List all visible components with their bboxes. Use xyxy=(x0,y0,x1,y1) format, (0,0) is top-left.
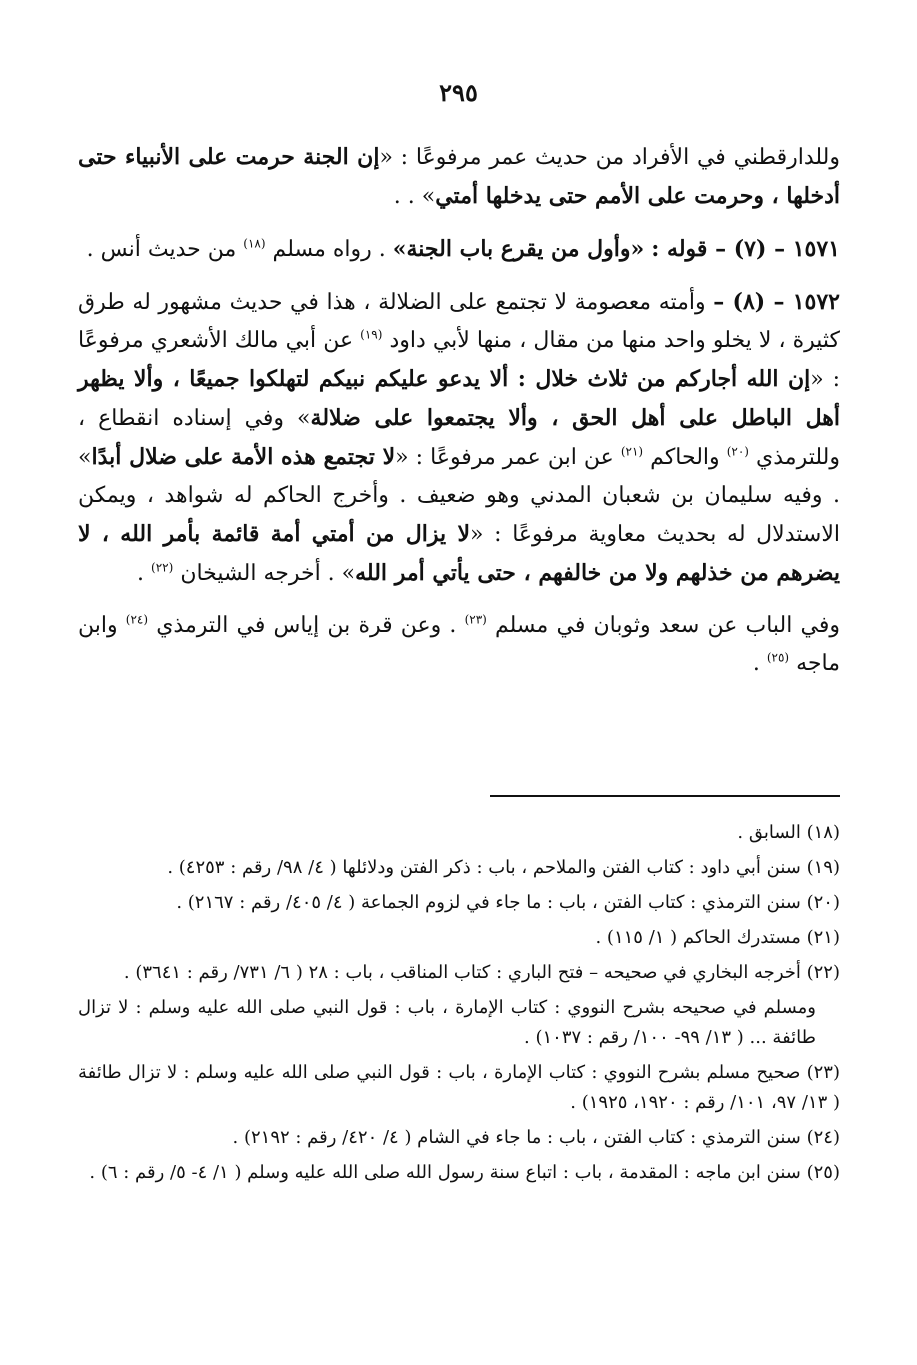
footnotes xyxy=(78,818,840,1193)
footnote-ref[interactable]: (١٩) xyxy=(360,327,383,342)
footnote-21: (٢١) مستدرك الحاكم ( ١/ ١١٥) . xyxy=(595,927,840,948)
footnote-24: (٢٤) سنن الترمذي : كتاب الفتن ، باب : ما جاء في الشام ( ٤/ ٤٢٠/ رقم : ٢١٩٢) . xyxy=(232,1127,840,1148)
text: عن ابن عمر مرفوعًا : « xyxy=(395,445,614,470)
text: وفي الباب عن سعد وثوبان في مسلم xyxy=(495,613,840,638)
text: من حديث أنس . xyxy=(86,237,237,262)
hadith-quote: «وأول من يقرع باب الجنة» xyxy=(392,236,645,262)
entry-1572 xyxy=(78,283,840,593)
paragraph-daraqutni xyxy=(78,138,840,216)
page-number: ٢٩٥ xyxy=(439,78,478,107)
text: والحاكم xyxy=(650,445,720,470)
text: وابن ماجه xyxy=(78,613,840,676)
footnote-divider xyxy=(490,795,840,797)
hadith-quote: لا تجتمع هذه الأمة على ضلال أبدًا xyxy=(91,444,396,470)
text: عن أبي مالك الأشعري مرفوعًا : « xyxy=(78,328,840,392)
footnote-23: (٢٣) صحيح مسلم بشرح النووي : كتاب الإمارة ، باب : قول النبي صلى الله عليه وسلم : لا تزال طائفة ( ١٣/ ٩٧، ١٠١/ رقم : ١٩٢٠، ١٩٢٥) . xyxy=(78,1062,840,1113)
footnote-ref[interactable]: (٢٣) xyxy=(464,612,487,627)
text: . وعن قرة بن إياس في الترمذي xyxy=(156,613,457,638)
footnote-19: (١٩) سنن أبي داود : كتاب الفتن والملاحم ، باب : ذكر الفتن ودلائلها ( ٤/ ٩٨/ رقم : ٤٢٥٣) . xyxy=(167,857,840,878)
footnote-22: (٢٢) أخرجه البخاري في صحيحه – فتح الباري : كتاب المناقب ، باب : ٢٨ ( ٦/ ٧٣١/ رقم : ٣٦٤١) . xyxy=(123,962,840,983)
footnote-ref[interactable]: (٢٢) xyxy=(151,560,174,575)
main-text xyxy=(78,138,840,697)
text: . xyxy=(137,561,145,586)
entry-heading: ١٥٧١ – (٧) – قوله : xyxy=(651,236,840,262)
footnote-ref[interactable]: (١٨) xyxy=(243,236,266,251)
paragraph-bab xyxy=(78,607,840,683)
text: . رواه مسلم xyxy=(272,237,386,262)
footnote-25: (٢٥) سنن ابن ماجه : المقدمة ، باب : اتباع سنة رسول الله صلى الله عليه وسلم ( ١/ ٤- ٥/ رقم : ٦) . xyxy=(89,1162,840,1183)
entry-heading: ١٥٧٢ – (٨) – xyxy=(713,289,840,315)
hadith-quote: إن الجنة حرمت على الأنبياء حتى أدخلها ، وحرمت على الأمم حتى يدخلها أمتي xyxy=(78,144,840,209)
text: » . . xyxy=(393,184,436,209)
text: » . وفيه سليمان بن شعبان المدني وهو ضعيف . وأخرج الحاكم له شواهد ، ويمكن الاستدلال له بحديث معاوية مرفوعًا : « xyxy=(78,445,840,547)
entry-1571 xyxy=(78,230,840,269)
hadith-quote: لا يزال من أمتي أمة قائمة بأمر الله ، لا يضرهم من خذلهم ولا من خالفهم ، حتى يأتي أمر الله xyxy=(78,521,840,586)
footnote-18: (١٨) السابق . xyxy=(737,822,840,843)
footnote-ref[interactable]: (٢٠) xyxy=(726,444,749,459)
footnote-22-continued: ومسلم في صحيحه بشرح النووي : كتاب الإمارة ، باب : قول النبي صلى الله عليه وسلم : لا تزال طائفة ... ( ١٣/ ٩٩- ١٠٠/ رقم : ١٠٣٧) . xyxy=(78,997,816,1048)
hadith-quote: إن الله أجاركم من ثلاث خلال : ألا يدعو عليكم نبيكم لتهلكوا جميعًا ، وألا يظهر أهل الباطل على أهل الحق ، وألا يجتمعوا على ضلالة xyxy=(78,366,840,431)
text: » وفي إسناده انقطاع ، وللترمذي xyxy=(78,406,840,470)
footnote-20: (٢٠) سنن الترمذي : كتاب الفتن ، باب : ما جاء في لزوم الجماعة ( ٤/ ٤٠٥/ رقم : ٢١٦٧) . xyxy=(176,892,840,913)
footnote-ref[interactable]: (٢٤) xyxy=(125,612,149,627)
text: . xyxy=(752,651,760,676)
footnote-ref[interactable]: (٢٥) xyxy=(766,650,790,665)
text: » . أخرجه الشيخان xyxy=(180,561,356,586)
text: وللدارقطني في الأفراد من حديث عمر مرفوعًا : « xyxy=(379,145,840,170)
text: وأمته معصومة لا تجتمع على الضلالة ، هذا في حديث مشهور له طرق كثيرة ، لا يخلو واحد منها من مقال ، منها لأبي داود xyxy=(78,290,841,353)
footnote-ref[interactable]: (٢١) xyxy=(620,444,644,459)
